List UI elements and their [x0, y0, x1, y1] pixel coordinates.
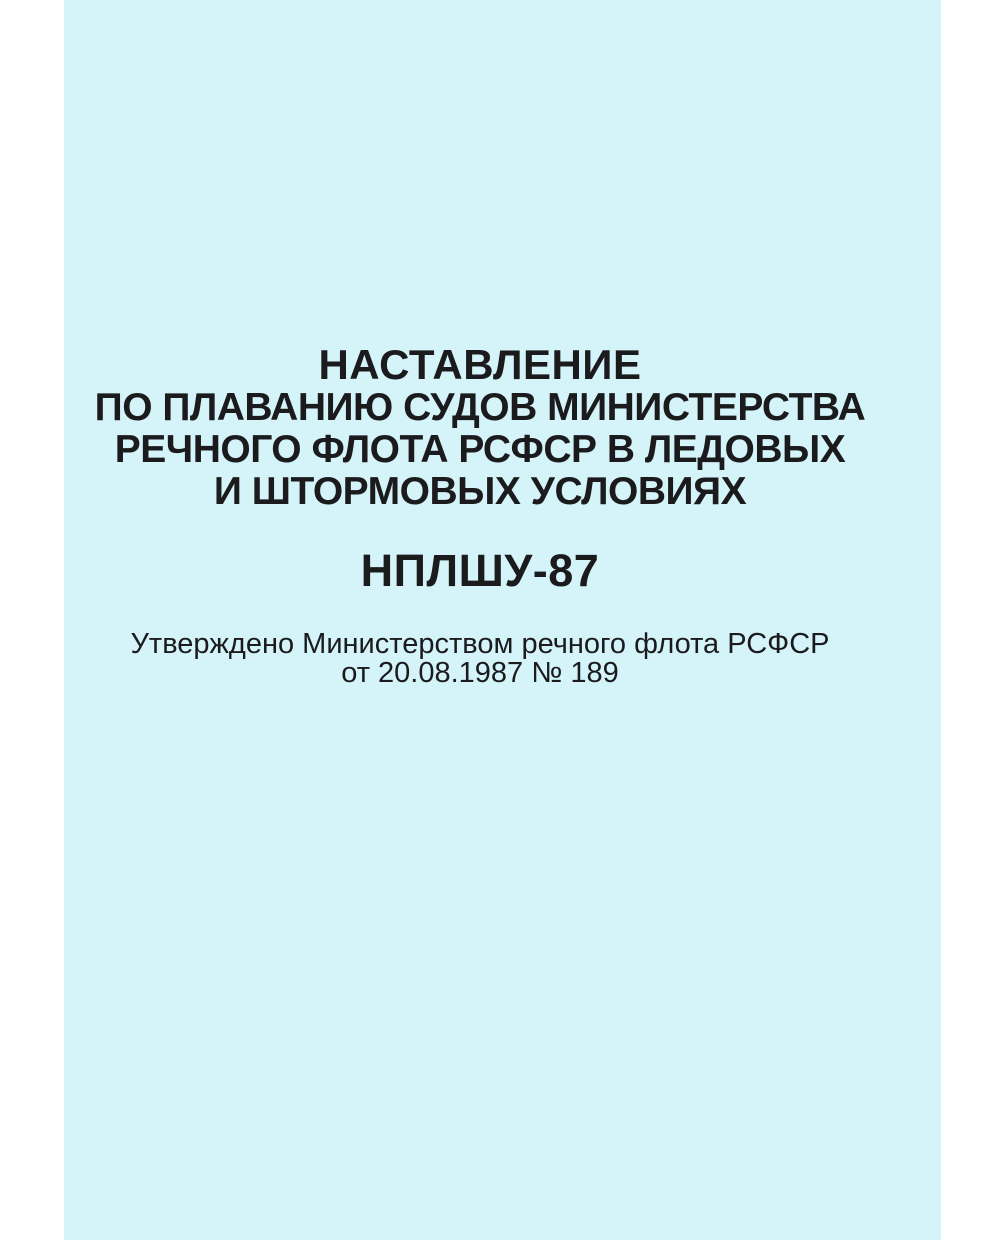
doc-subtitle — [64, 387, 896, 513]
doc-subtitle-line-2: РЕЧНОГО ФЛОТА РСФСР В ЛЕДОВЫХ — [114, 428, 846, 471]
doc-subtitle-line-1: ПО ПЛАВАНИЮ СУДОВ МИНИСТЕРСТВА — [94, 386, 866, 429]
doc-code: НПЛШУ-87 — [360, 545, 600, 596]
approval-line-1: Утверждено Министерством речного флота РСФСР — [130, 628, 830, 660]
cover-content — [64, 0, 896, 688]
doc-title: НАСТАВЛЕНИЕ — [318, 341, 642, 388]
doc-subtitle-line-3: И ШТОРМОВЫХ УСЛОВИЯХ — [213, 470, 747, 513]
cover-page — [64, 0, 941, 1240]
approval-line-2: от 20.08.1987 № 189 — [341, 657, 619, 689]
doc-approval — [64, 630, 896, 688]
